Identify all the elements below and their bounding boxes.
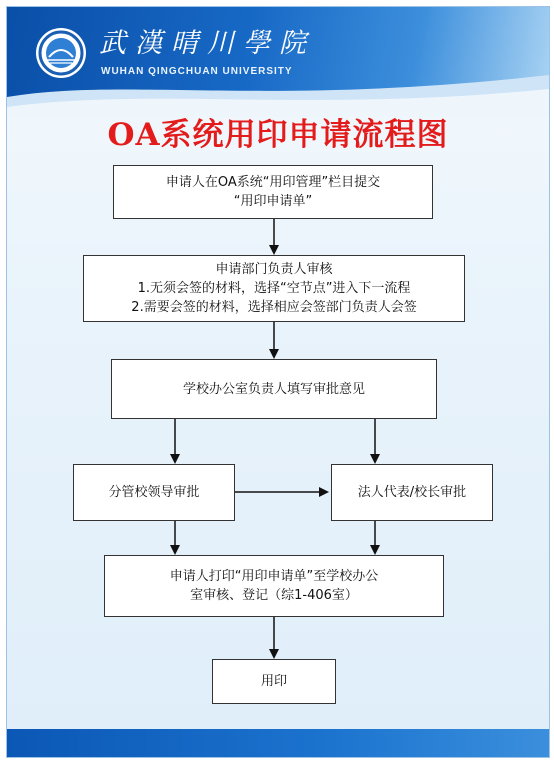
step-department-review-line2: 1.无须会签的材料，选择“空节点”进入下一流程 (137, 281, 411, 296)
step-office-opinion-line1: 学校办公室负责人填写审批意见 (182, 381, 365, 397)
school-name-english: WUHAN QINGCHUAN UNIVERSITY (101, 66, 293, 77)
page-title: OA系统用印申请流程图 (107, 117, 449, 153)
step-department-review-line1: 申请部门负责人审核 (215, 262, 333, 277)
step-submit-request-line2: “用印申请单” (233, 194, 313, 209)
step-department-review (83, 255, 465, 322)
step-submit-request-line1: 申请人在OA系统“用印管理”栏目提交 (165, 175, 381, 190)
step-use-seal-line1: 用印 (260, 674, 287, 689)
step-print-and-register-line2: 室审核、登记（综1-406室） (190, 588, 358, 603)
step-vice-president-approval (73, 464, 235, 521)
step-vice-president-approval-line1: 分管校领导审批 (108, 485, 200, 500)
step-use-seal (212, 659, 336, 704)
school-name-chinese: 武漢晴川學院 (99, 28, 315, 59)
step-print-and-register-line1: 申请人打印“用印申请单”至学校办公 (169, 569, 379, 584)
step-submit-request (113, 165, 433, 219)
step-office-opinion (111, 359, 437, 419)
step-print-and-register (104, 555, 444, 617)
step-president-approval-line1: 法人代表/校长审批 (357, 485, 467, 500)
step-president-approval (331, 464, 493, 521)
footer-band (7, 729, 549, 757)
poster (6, 6, 550, 758)
step-department-review-line3: 2.需要会签的材料，选择相应会签部门负责人会签 (131, 300, 417, 315)
